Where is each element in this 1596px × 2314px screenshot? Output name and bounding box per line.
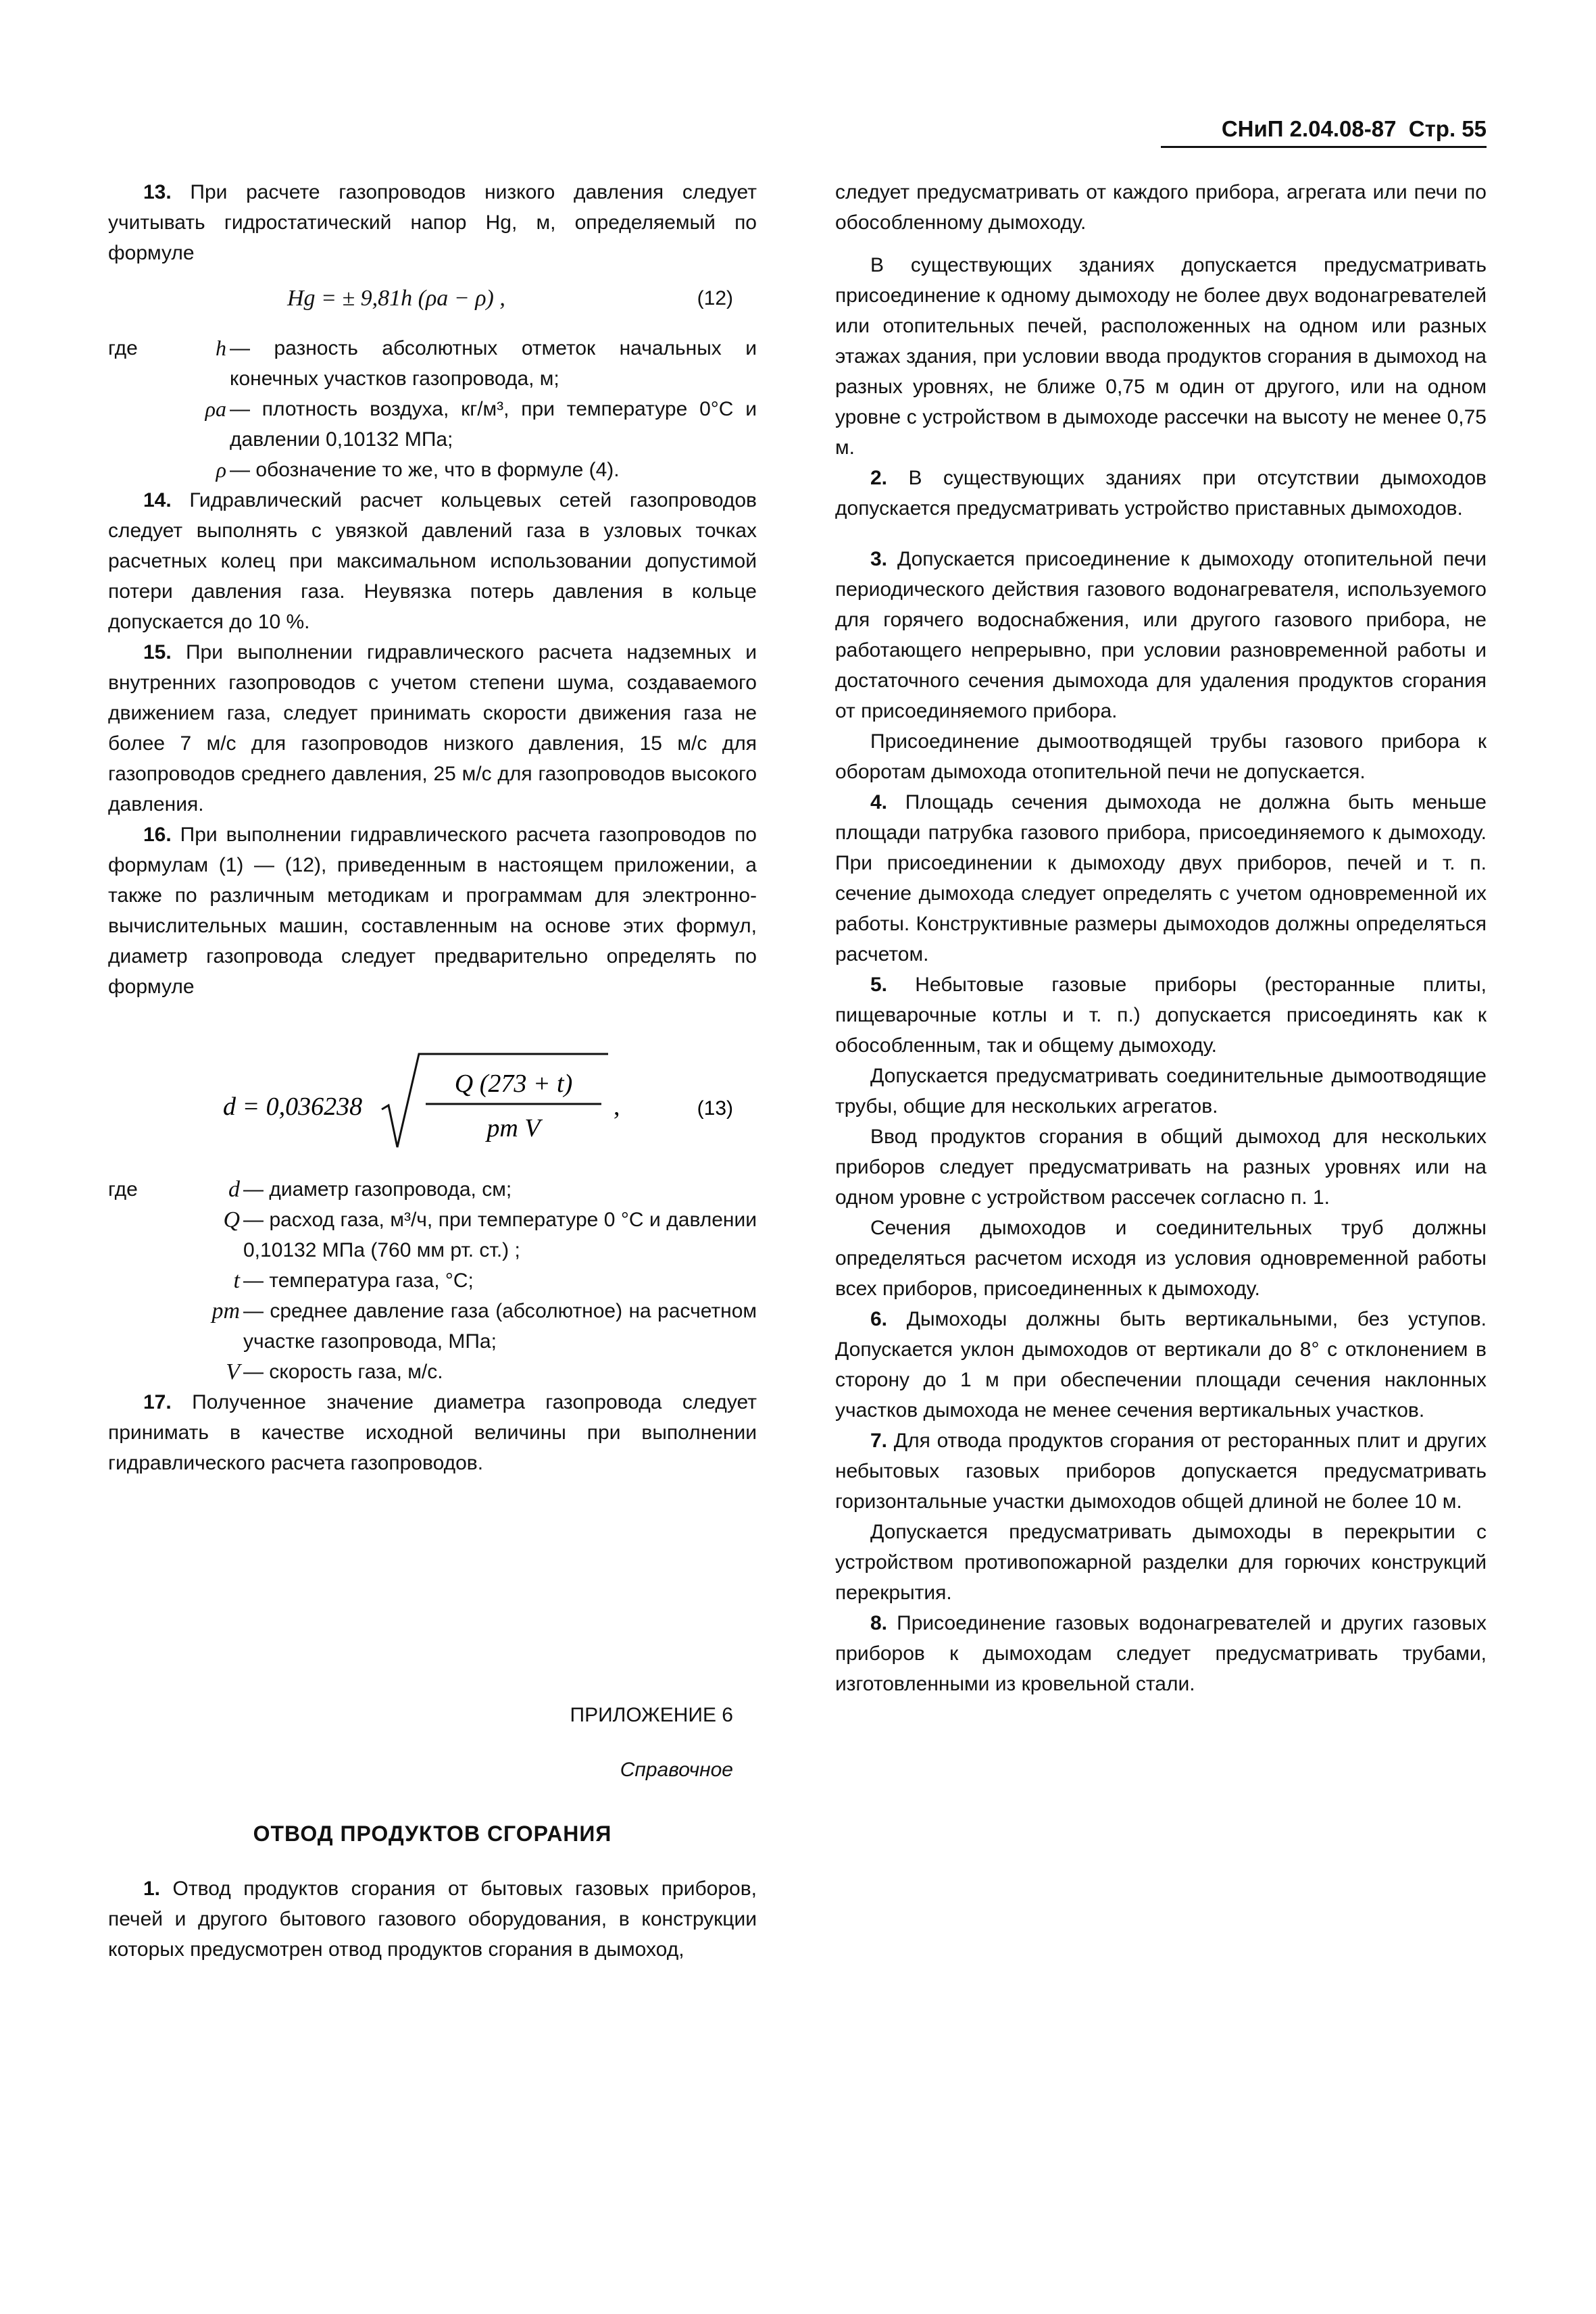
left-column [108,177,757,1965]
formula-13 [108,1039,757,1174]
right-column [835,177,1487,1699]
definition-item: Q — расход газа, м³/ч, при температуре 0 °C и давлении 0,10132 МПа (760 мм рт. ст.) ; [223,1207,757,1261]
formula-12-number: (12) [697,287,733,309]
definition-item: ρ — обозначение то же, что в формуле (4). [216,457,620,482]
svg-text:,: , [614,1092,620,1121]
paragraph-continuation: следует предусматривать от каждого прибора, агрегата или печи по обособленному дымоходу. [835,181,1487,234]
paragraph-existing-buildings: В существующих зданиях допускается предусматривать присоединение к одному дымоходу не более двух водонагревателей или отопительных печей, расположенных на одном или разных этажах здания, при условии ввода продуктов сгорания в дымоход на разных уровнях, не ближе 0,75 м один от другого, или на одном уровне с устройством в дымоходе рассечки на высоту не менее 0,75 м. [835,254,1487,459]
appendix-paragraph-6: 6. Дымоходы должны быть вертикальными, без уступов. Допускается уклон дымоходов от вертикали до 8° с отклонением в сторону до 1 м при обеспечении площади сечения наклонных участков дымохода не менее сечения вертикальных участков. [835,1308,1487,1422]
appendix-paragraph-2: 2. В существующих зданиях при отсутствии дымоходов допускается предусматривать устройство приставных дымоходов. [835,467,1487,520]
formula-13-number: (13) [697,1097,733,1120]
definitions-13 [108,1174,757,1387]
definition-item: где d — диаметр газопровода, см; [108,1177,512,1202]
definition-item: pm — среднее давление газа (абсолютное) на расчетном участке газопровода, МПа; [211,1299,757,1353]
appendix-label: ПРИЛОЖЕНИЕ 6 [570,1704,733,1726]
page-header [1161,114,1487,148]
formula-12 [108,272,757,328]
definition-item: V — скорость газа, м/с. [226,1359,443,1384]
appendix-paragraph-3: 3. Допускается присоединение к дымоходу отопительной печи периодического действия газового водонагревателя, используемого для горячего водоснабжения, или другого газового прибора, не работающего непрерывно, при условии разновременной работы и достаточного сечения дымохода для удаления продуктов сгорания от присоединяемого прибора. [835,548,1487,722]
paragraph-5b: Допускается предусматривать соединительные дымоотводящие трубы, общие для нескольких агрегатов. [835,1065,1487,1117]
definition-item: ρa — плотность воздуха, кг/м³, при температуре 0°C и давлении 0,10132 МПа; [205,397,757,451]
paragraph-13: 13. При расчете газопроводов низкого давления следует учитывать гидростатический напор Hg, м, определяемый по формуле [108,181,757,264]
section-title: ОТВОД ПРОДУКТОВ СГОРАНИЯ [253,1821,612,1846]
paragraph-16: 16. При выполнении гидравлического расчета газопроводов по формулам (1) — (12), приведенным в настоящем приложении, а также по различным методикам и программам для электронно-вычислительных машин, составленным на основе этих формул, диаметр газопровода следует предварительно определять по формуле [108,824,757,998]
formula-13-numerator: Q (273 + t) [454,1070,573,1098]
formula-12-expr: Hg = ± 9,81h (ρa − ρ) , [287,286,505,311]
formula-13-lhs: d = 0,036238 [223,1092,363,1121]
definition-item: где h — разность абсолютных отметок начальных и конечных участков газопровода, м; [108,336,757,390]
page-number: Стр. 55 [1408,116,1487,141]
formula-13-graphic [108,1039,757,1174]
paragraph-7b: Допускается предусматривать дымоходы в перекрытии с устройством противопожарной разделки для горючих конструкций перекрытия. [835,1521,1487,1604]
paragraph-15: 15. При выполнении гидравлического расчета надземных и внутренних газопроводов с учетом степени шума, создаваемого движением газа, следует принимать скорости движения газа не более 7 м/с для газопроводов низкого давления, 15 м/с для газопроводов среднего давления, 25 м/с для газопроводов высокого давления. [108,641,757,815]
appendix-status: Справочное [620,1759,733,1781]
paragraph-14: 14. Гидравлический расчет кольцевых сетей газопроводов следует выполнять с увязкой давлений газа в узловых точках расчетных колец при максимальном использовании допустимой потери давления газа. Неувязка потерь давления в кольце допускается до 10 %. [108,489,757,633]
appendix-paragraph-1: 1. Отвод продуктов сгорания от бытовых газовых приборов, печей и другого бытового газового оборудования, в конструкции которых предусмотрен отвод продуктов сгорания в дымоход, [108,1878,757,1961]
appendix-paragraph-4: 4. Площадь сечения дымохода не должна быть меньше площади патрубка газового прибора, присоединяемого к дымоходу. При присоединении к дымоходу двух приборов, печей и т. п. сечение дымохода следует определять с учетом одновременной их работы. Конструктивные размеры дымоходов должны определяться расчетом. [835,791,1487,965]
doc-code: СНиП 2.04.08-87 [1221,116,1397,141]
paragraph-5d: Сечения дымоходов и соединительных труб должны определяться расчетом исходя из условия одновременной работы всех приборов, присоединенных к дымоходу. [835,1217,1487,1300]
appendix-paragraph-7: 7. Для отвода продуктов сгорания от ресторанных плит и других небытовых газовых приборов допускается предусматривать горизонтальные участки дымоходов общей длиной не более 10 м. [835,1430,1487,1513]
definitions-12 [108,333,757,485]
paragraph-5c: Ввод продуктов сгорания в общий дымоход для нескольких приборов следует предусматривать на разных уровнях или на одном уровне с устройством рассечек согласно п. 1. [835,1126,1487,1209]
formula-13-denominator: pm V [487,1114,541,1142]
appendix-paragraph-5: 5. Небытовые газовые приборы (ресторанные плиты, пищеварочные котлы и т. п.) допускается присоединять как к обособленным, так и общему дымоходу. [835,974,1487,1057]
definition-item: t — температура газа, °C; [233,1268,474,1293]
paragraph-3b: Присоединение дымоотводящей трубы газового прибора к оборотам дымохода отопительной печи не допускается. [835,730,1487,783]
paragraph-17: 17. Полученное значение диаметра газопровода следует принимать в качестве исходной величины при выполнении гидравлического расчета газопроводов. [108,1391,757,1474]
appendix-paragraph-8: 8. Присоединение газовых водонагревателей и других газовых приборов к дымоходам следует предусматривать трубами, изготовленными из кровельной стали. [835,1612,1487,1695]
